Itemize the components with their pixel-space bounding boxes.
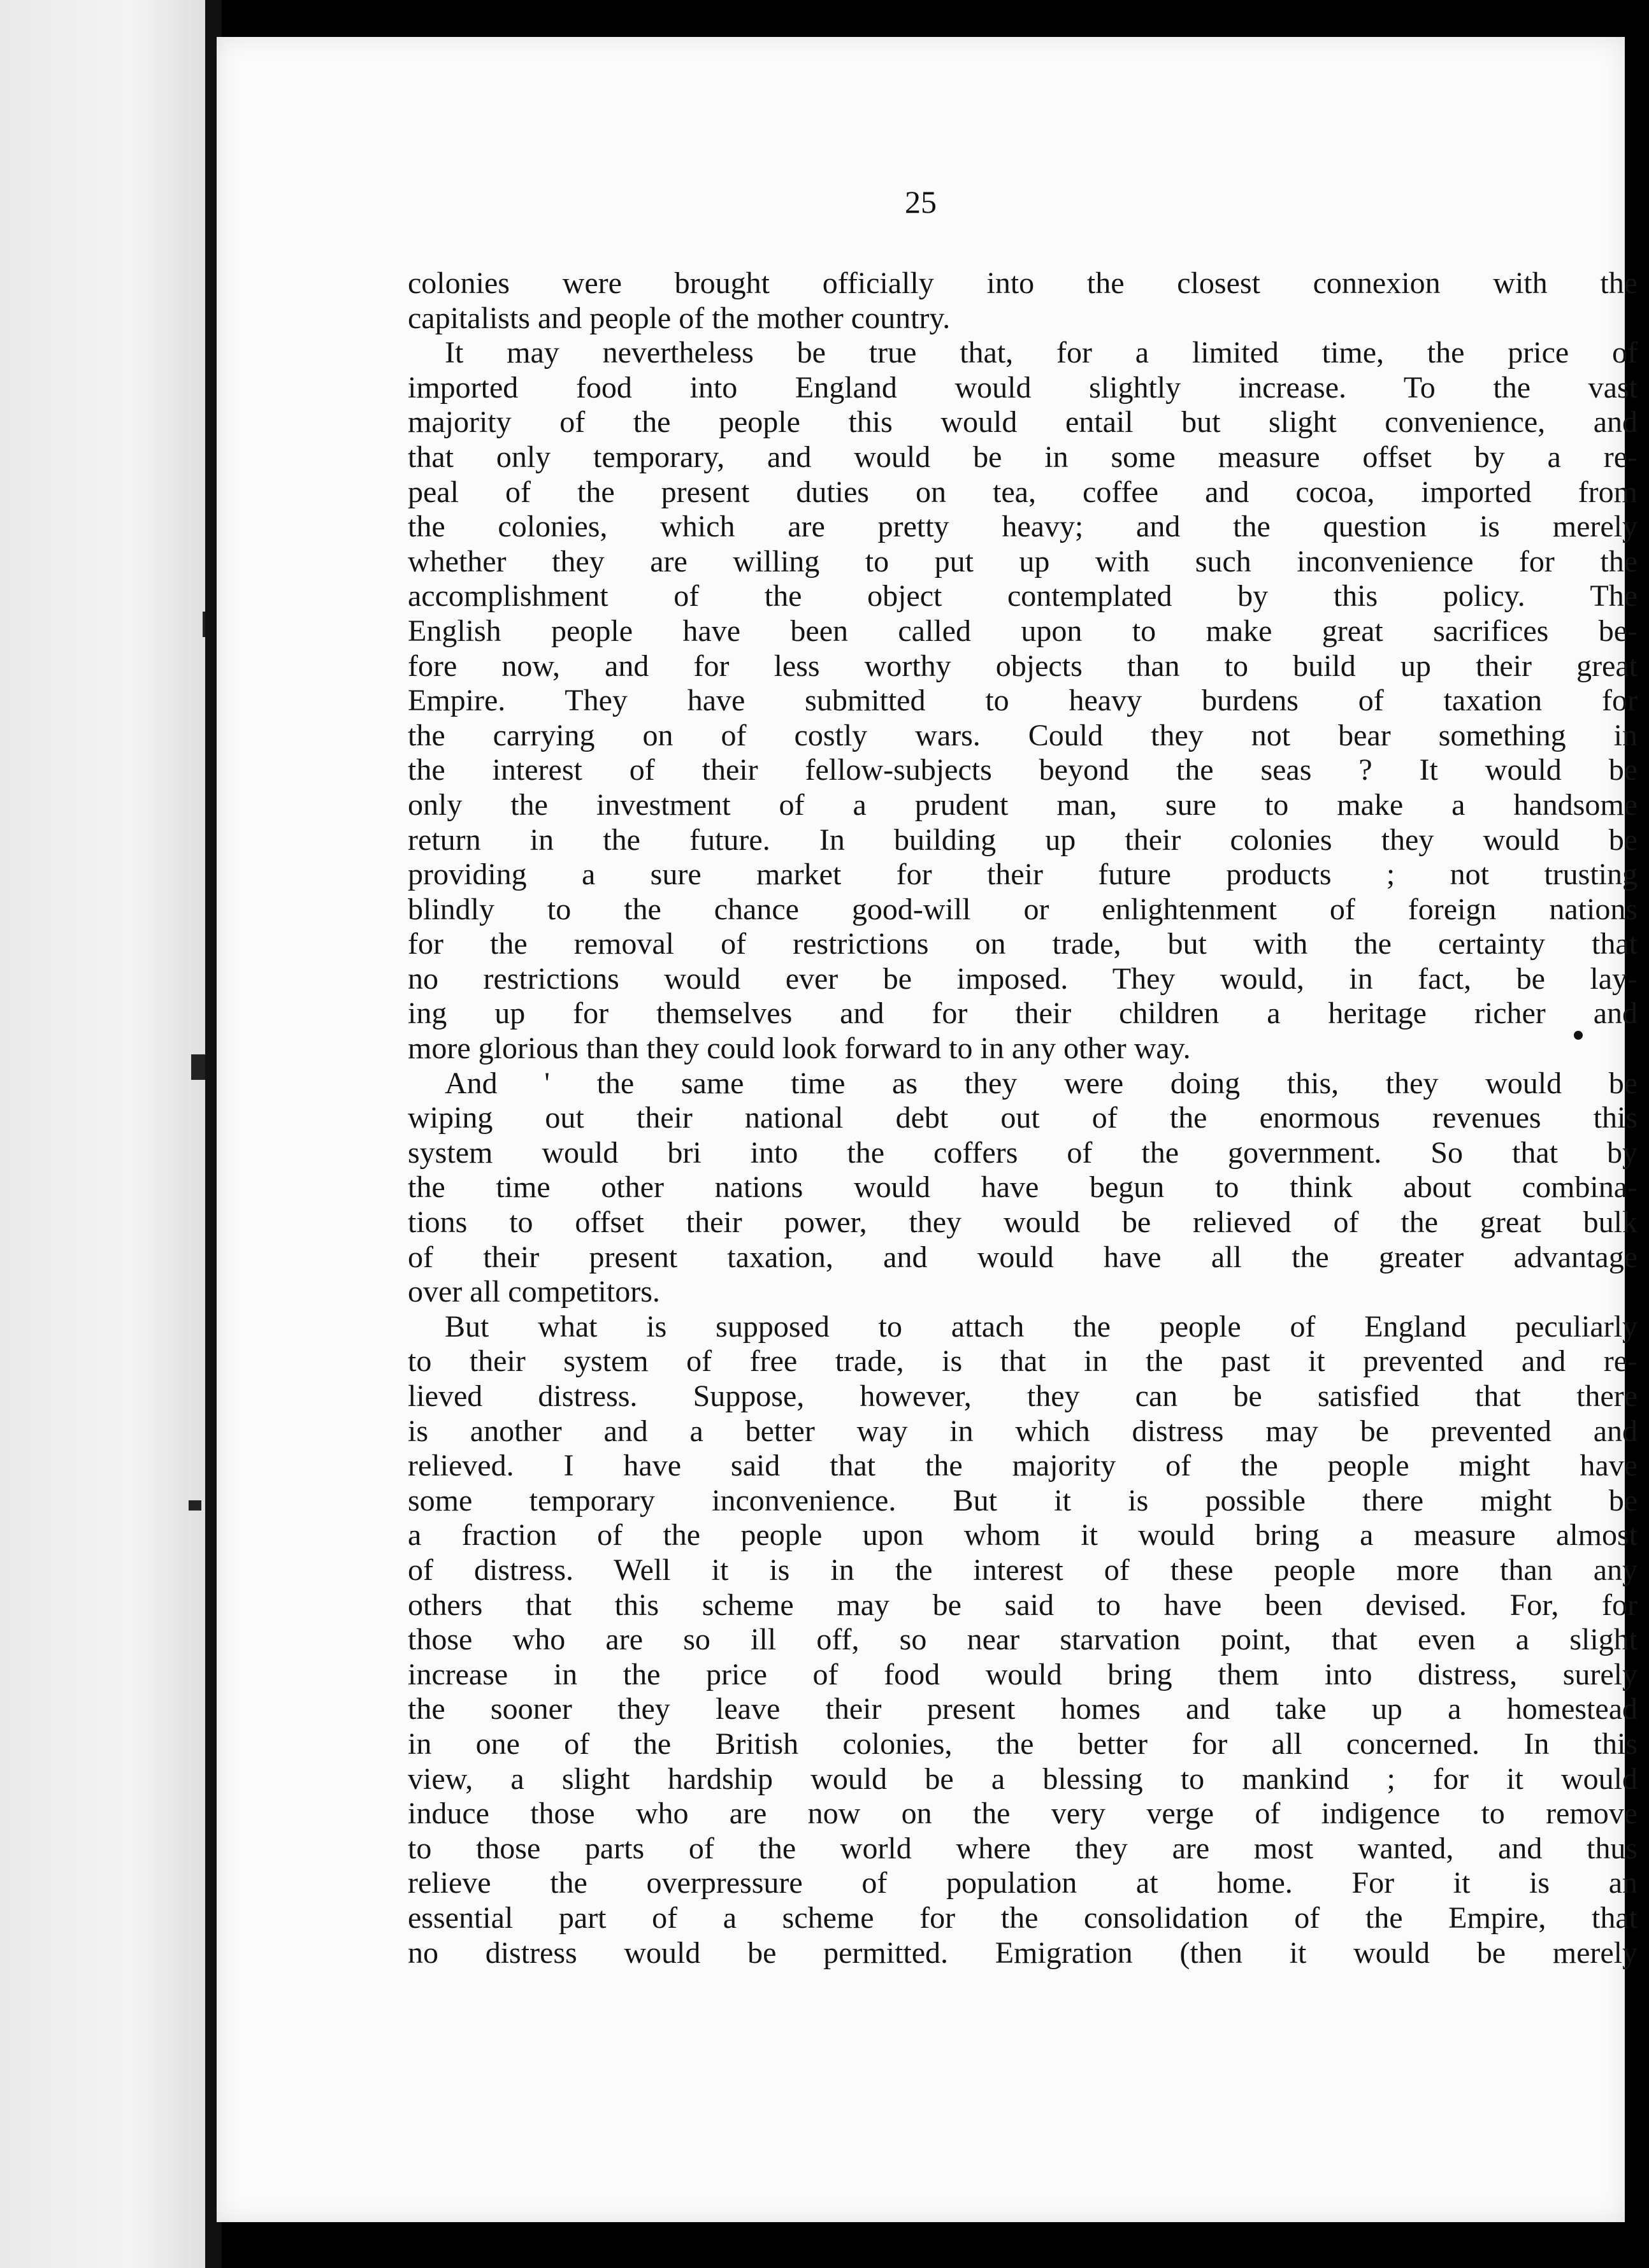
text-line: of distress. Well it is in the interest of these people more than any <box>408 1553 1638 1587</box>
text-line: more glorious than they could look forward to in any other way. <box>408 1031 1191 1066</box>
text-line: lieved distress. Suppose, however, they can be satisfied that there <box>408 1379 1638 1413</box>
text-line: return in the future. In building up their colonies they would be <box>408 822 1638 857</box>
text-line: others that this scheme may be said to have been devised. For, for <box>408 1588 1638 1622</box>
text-line: English people have been called upon to make great sacrifices be- <box>408 614 1638 648</box>
text-line: the sooner they leave their present homes and take up a homestead <box>408 1692 1638 1726</box>
text-line: increase in the price of food would bring them into distress, surely <box>408 1657 1638 1691</box>
text-line: And ' the same time as they were doing this, they would be <box>445 1066 1638 1100</box>
text-line: is another and a better way in which distress may be prevented and <box>408 1414 1638 1448</box>
text-line: those who are so ill off, so near starvation point, that even a slight <box>408 1623 1638 1657</box>
text-line: accomplishment of the object contemplated by this policy. The <box>408 579 1638 614</box>
text-line: imported food into England would slightly increase. To the vast <box>408 370 1638 405</box>
text-line: induce those who are now on the very verge of indigence to remove <box>408 1797 1638 1831</box>
text-line: essential part of a scheme for the consolidation of the Empire, that <box>408 1900 1638 1935</box>
text-line: the time other nations would have begun to think about combina- <box>408 1170 1638 1205</box>
text-line: in one of the British colonies, the better for all concerned. In this <box>408 1726 1638 1761</box>
text-line: no restrictions would ever be imposed. They would, in fact, be lay- <box>408 961 1638 996</box>
text-line: of their present taxation, and would have all the greater advantage <box>408 1240 1638 1274</box>
text-line: peal of the present duties on tea, coffee and cocoa, imported from <box>408 475 1638 509</box>
page-number: 25 <box>905 184 937 220</box>
body-text <box>408 266 1638 1970</box>
margin-mark <box>189 1500 201 1511</box>
text-line: relieved. I have said that the majority of the people might have <box>408 1449 1638 1483</box>
text-line: blindly to the chance good-will or enlightenment of foreign nations <box>408 892 1638 926</box>
text-line: majority of the people this would entail but slight convenience, and <box>408 405 1638 440</box>
text-line: But what is supposed to attach the people of England peculiarly <box>445 1309 1638 1344</box>
text-line: no distress would be permitted. Emigration (then it would be merely <box>408 1935 1638 1970</box>
text-line: fore now, and for less worthy objects than to build up their great <box>408 649 1638 683</box>
text-line: to those parts of the world where they are most wanted, and thus <box>408 1831 1638 1865</box>
text-line: tions to offset their power, they would be relieved of the great bulk <box>408 1205 1638 1240</box>
speck-mark <box>1574 1031 1583 1040</box>
margin-mark <box>191 1054 205 1080</box>
text-line: providing a sure market for their future products ; not trusting <box>408 858 1638 892</box>
text-line: a fraction of the people upon whom it would bring a measure almost <box>408 1518 1638 1553</box>
book-page <box>217 37 1638 2222</box>
text-line: whether they are willing to put up with such inconvenience for the <box>408 544 1638 578</box>
text-line: colonies were brought officially into the closest connexion with the <box>408 266 1638 300</box>
text-line: ing up for themselves and for their children a heritage richer and <box>408 996 1638 1031</box>
text-line: the colonies, which are pretty heavy; and the question is merely <box>408 510 1638 544</box>
text-line: over all competitors. <box>408 1275 660 1309</box>
text-line: the carrying on of costly wars. Could they not bear something in <box>408 718 1638 752</box>
text-line: Empire. They have submitted to heavy burdens of taxation for <box>408 684 1638 718</box>
text-line: relieve the overpressure of population at home. For it is an <box>408 1866 1638 1900</box>
text-line: some temporary inconvenience. But it is possible there might be <box>408 1483 1638 1518</box>
text-line: that only temporary, and would be in some measure offset by a re- <box>408 440 1638 474</box>
text-line: capitalists and people of the mother country. <box>408 301 951 335</box>
text-line: system would bri into the coffers of the government. So that by <box>408 1135 1638 1170</box>
facing-page-edge <box>0 0 217 2268</box>
text-line: only the investment of a prudent man, sure to make a handsome <box>408 787 1638 822</box>
text-line: It may nevertheless be true that, for a limited time, the price of <box>445 336 1638 370</box>
text-line: for the removal of restrictions on trade, but with the certainty that <box>408 927 1638 961</box>
text-line: to their system of free trade, is that in the past it prevented and re- <box>408 1344 1638 1379</box>
text-line: the interest of their fellow-subjects beyond the seas ? It would be <box>408 753 1638 787</box>
text-line: wiping out their national debt out of the enormous revenues this <box>408 1101 1638 1135</box>
text-line: view, a slight hardship would be a blessing to mankind ; for it would <box>408 1762 1638 1796</box>
